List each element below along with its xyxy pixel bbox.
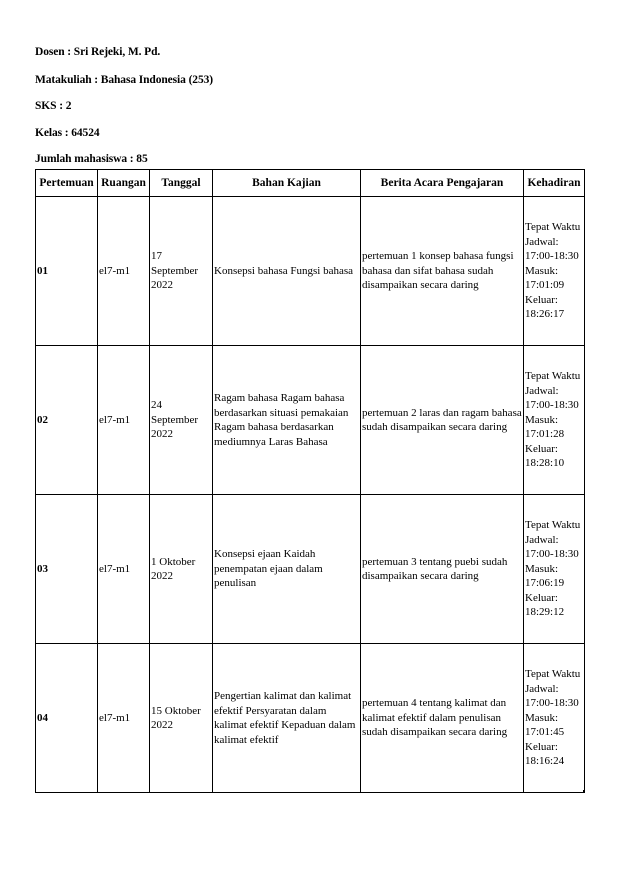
pertemuan-cell: 02 bbox=[36, 346, 98, 495]
berita-acara-cell: pertemuan 2 laras dan ragam bahasa sudah disampaikan secara daring bbox=[361, 346, 524, 495]
kehadiran-masuk: Masuk: 17:01:45 bbox=[525, 711, 565, 739]
attendance-table bbox=[35, 169, 585, 793]
bahan-kajian-cell: Konsepsi bahasa Fungsi bahasa bbox=[213, 197, 361, 346]
col-header-ruangan: Ruangan bbox=[98, 170, 150, 197]
col-header-bahan-kajian: Bahan Kajian bbox=[213, 170, 361, 197]
bahan-kajian-cell: Pengertian kalimat dan kalimat efektif Persyaratan dalam kalimat efektif Kepaduan dalam kalimat efektif bbox=[213, 644, 361, 793]
table-row bbox=[36, 495, 585, 644]
ruangan-cell: el7-m1 bbox=[98, 346, 150, 495]
matakuliah-line: Matakuliah : Bahasa Indonesia (253) bbox=[35, 74, 213, 86]
col-header-kehadiran: Kehadiran bbox=[524, 170, 585, 197]
kehadiran-keluar: Keluar: 18:26:17 bbox=[525, 293, 565, 321]
kehadiran-status: Tepat Waktu bbox=[525, 370, 581, 383]
kehadiran-keluar: Keluar: 18:29:12 bbox=[525, 591, 565, 619]
kehadiran-cell bbox=[524, 644, 585, 793]
kelas-line: Kelas : 64524 bbox=[35, 127, 100, 139]
sks-line: SKS : 2 bbox=[35, 100, 72, 112]
kehadiran-status: Tepat Waktu bbox=[525, 668, 581, 681]
kehadiran-jadwal: Jadwal: 17:00-18:30 bbox=[525, 384, 579, 412]
tanggal-cell: 24 September 2022 bbox=[150, 346, 213, 495]
table-row bbox=[36, 197, 585, 346]
kehadiran-masuk: Masuk: 17:01:09 bbox=[525, 264, 565, 292]
kehadiran-masuk: Masuk: 17:06:19 bbox=[525, 562, 565, 590]
bahan-kajian-cell: Konsepsi ejaan Kaidah penempatan ejaan dalam penulisan bbox=[213, 495, 361, 644]
jumlah-mahasiswa-line: Jumlah mahasiswa : 85 bbox=[35, 153, 148, 165]
kehadiran-status: Tepat Waktu bbox=[525, 221, 581, 234]
kehadiran-jadwal: Jadwal: 17:00-18:30 bbox=[525, 533, 579, 561]
kehadiran-masuk: Masuk: 17:01:28 bbox=[525, 413, 565, 441]
table-row bbox=[36, 644, 585, 793]
ruangan-cell: el7-m1 bbox=[98, 644, 150, 793]
col-header-tanggal: Tanggal bbox=[150, 170, 213, 197]
berita-acara-cell: pertemuan 1 konsep bahasa fungsi bahasa dan sifat bahasa sudah disampaikan secara daring bbox=[361, 197, 524, 346]
kehadiran-cell bbox=[524, 495, 585, 644]
kehadiran-cell bbox=[524, 346, 585, 495]
berita-acara-cell: pertemuan 3 tentang puebi sudah disampaikan secara daring bbox=[361, 495, 524, 644]
kehadiran-keluar: Keluar: 18:16:24 bbox=[525, 740, 565, 768]
tanggal-cell: 17 September 2022 bbox=[150, 197, 213, 346]
kehadiran-keluar: Keluar: 18:28:10 bbox=[525, 442, 565, 470]
pertemuan-cell: 01 bbox=[36, 197, 98, 346]
kehadiran-cell bbox=[524, 197, 585, 346]
kehadiran-status: Tepat Waktu bbox=[525, 519, 581, 532]
berita-acara-cell: pertemuan 4 tentang kalimat dan kalimat efektif dalam penulisan sudah disampaikan secara daring bbox=[361, 644, 524, 793]
ruangan-cell: el7-m1 bbox=[98, 197, 150, 346]
kehadiran-jadwal: Jadwal: 17:00-18:30 bbox=[525, 682, 579, 710]
table-header-row bbox=[36, 170, 585, 197]
tanggal-cell: 1 Oktober 2022 bbox=[150, 495, 213, 644]
col-header-berita-acara: Berita Acara Pengajaran bbox=[361, 170, 524, 197]
col-header-pertemuan: Pertemuan bbox=[36, 170, 98, 197]
kehadiran-jadwal: Jadwal: 17:00-18:30 bbox=[525, 235, 579, 263]
tanggal-cell: 15 Oktober 2022 bbox=[150, 644, 213, 793]
bahan-kajian-cell: Ragam bahasa Ragam bahasa berdasarkan situasi pemakaian Ragam bahasa berdasarkan mediumnya Laras Bahasa bbox=[213, 346, 361, 495]
dosen-line: Dosen : Sri Rejeki, M. Pd. bbox=[35, 46, 161, 58]
pertemuan-cell: 03 bbox=[36, 495, 98, 644]
table-row bbox=[36, 346, 585, 495]
table-continuation-edge bbox=[35, 790, 584, 792]
ruangan-cell: el7-m1 bbox=[98, 495, 150, 644]
pertemuan-cell: 04 bbox=[36, 644, 98, 793]
